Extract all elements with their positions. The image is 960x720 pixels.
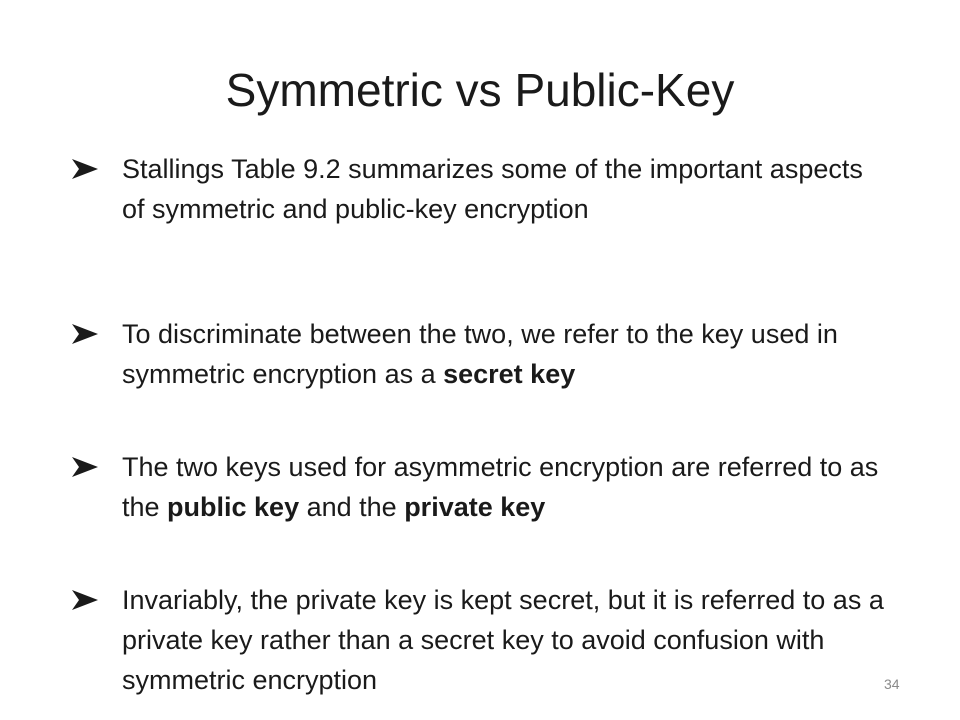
arrowhead-bullet-icon — [70, 455, 100, 479]
bullet-text-part: and the — [299, 492, 405, 522]
bullet-item — [70, 314, 890, 394]
bold-term: private key — [404, 492, 546, 522]
bullet-text-part: The two keys used for asymmetric encryption are referred to as the — [122, 452, 879, 522]
bullet-text — [122, 447, 890, 527]
bold-term: public key — [167, 492, 300, 522]
bullet-text-part: To discriminate between the two, we refer to the key used in symmetric encryption as a — [122, 319, 838, 389]
arrowhead-bullet-icon — [70, 588, 100, 612]
arrowhead-bullet-icon — [70, 322, 100, 346]
page-number: 34 — [884, 676, 900, 692]
bullet-text: Stallings Table 9.2 summarizes some of the important aspects of symmetric and public-key encryption — [122, 154, 863, 224]
bullet-item — [70, 447, 890, 527]
bullet-item — [70, 580, 890, 700]
slide-title: Symmetric vs Public-Key — [225, 64, 735, 116]
arrowhead-bullet-icon — [70, 157, 100, 181]
bullet-item — [70, 149, 890, 229]
bullet-text — [122, 314, 890, 394]
bullet-text: Invariably, the private key is kept secret, but it is referred to as a private key rather than a secret key to avoid confusion with symmetric encryption — [122, 585, 884, 695]
bold-term: secret key — [443, 359, 576, 389]
